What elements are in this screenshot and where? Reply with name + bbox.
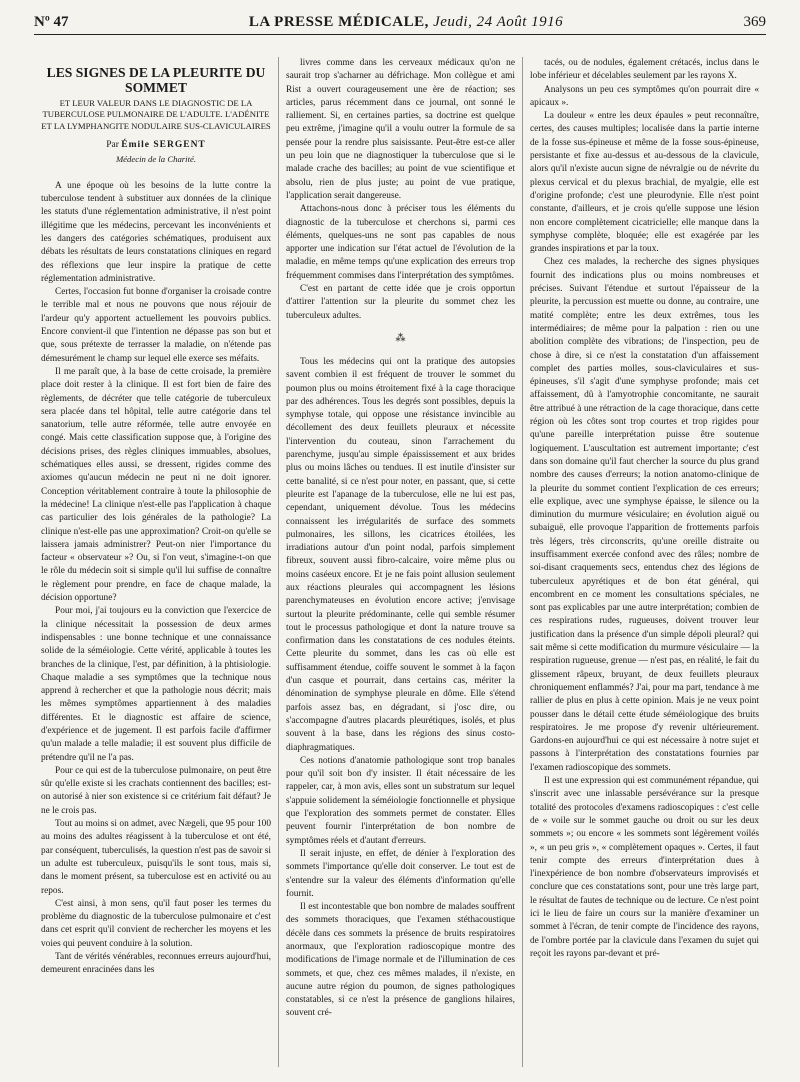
column-body-2 [286, 57, 515, 1021]
page-header [34, 14, 766, 35]
byline [41, 139, 271, 152]
column-2 [278, 57, 522, 1067]
column-body-1 [41, 180, 271, 978]
paragraph: La douleur « entre les deux épaules » peut reconnaître, certes, des causes multiples; localisée dans la partie interne de la fosse sus-épineuse et même de la fosse sous-épineuse, persistante et fixe au-dessus et au-dessous de la clavicule, alors qu'il n'existe aucun signe de névralgie ou de névrite du plexus cervical et du plexus brachial, de myalgie, elle est d'origine profonde; c'est une pleurodynie. Elle n'est point constante, d'ailleurs, et je crois qu'elle suppose une lésion non encore complètement cicatricielle; elle manque dans la symphyse complète, bloquée; elle est exagérée par les grandes inspirations et par la toux. [530, 111, 759, 255]
column-1 [34, 57, 278, 1067]
paragraph: Pour ce qui est de la tuberculose pulmonaire, on peut être sûr qu'elle existe si les crachats contiennent des bacilles; est-on autorisé à nier son existence si ce critérium fait défaut? Je ne le crois pas. [41, 765, 271, 816]
paragraph: Il est incontestable que bon nombre de malades souffrent des sommets thoraciques, que l'examen stéthacoustique décèle dans ces sommets la présence de bruits respiratoires anormaux, que l'exploration radioscopique montre des modifications de l'image normale et de l'illumination de ces sommets, et que, chez ces mêmes malades, il n'existe, en aucune autre région du poumon, de signes pathologiques constatables, si ce n'est la présence de ganglions hilaires, souvent cré- [286, 902, 515, 1019]
author-prefix: Par [106, 140, 119, 151]
column-3 [522, 57, 766, 1067]
issue-date: Jeudi, 24 Août 1916 [433, 14, 564, 30]
page-number: 369 [743, 14, 766, 30]
journal-name: LA PRESSE MÉDICALE, [248, 14, 429, 30]
issue-number: Nº 47 [34, 14, 69, 30]
journal-title [249, 14, 563, 31]
article-subtitle: ET LEUR VALEUR DANS LE DIAGNOSTIC DE LA TUBERCULOSE PULMONAIRE DE L'ADULTE. L'ADÉNITE ET LA LYMPHANGITE NODULAIRE SUS-CLAVICULAIRES [41, 98, 271, 131]
paragraph: C'est ainsi, à mon sens, qu'il faut poser les termes du problème du diagnostic de la tuberculose pulmonaire et c'est dans cet esprit qu'il convient de rechercher les moyens et les voies qui peuvent conduire à la solution. [41, 898, 271, 949]
paragraph: Attachons-nous donc à préciser tous les éléments du diagnostic de la tuberculose et cherchons si, parmi ces éléments, quelques-uns ne sont pas capables de nous apporter une indication sur l'état actuel de l'évolution de la maladie, en même temps qu'une explication des erreurs trop fréquemment commises dans l'interprétation des symptômes. [286, 204, 515, 281]
paragraph: Il me paraît que, à la base de cette croisade, la première place doit rester à la clinique. Il est fort bien de faire des règlements, de décréter que telle catégorie de tuberculeux sera placée dans tel hôpital, telle autre catégorie dans tel sanatorium, telle autre réformée, telle autre envoyée en congé. Mais cette classification suppose que, à l'origine des décisions prises, des règles cliniques immuables, absolues, schématiques elles aussi, se dressent, rigides comme des axiomes qu'aucun médecin ne peut ni ne doit ignorer. Conception véritablement contraire à toute la philosophie de la médecine! La clinique n'est-elle pas l'application à chaque cas particulier des lois générales de la pathologie? La clinique n'est-elle pas une approximation? Croit-on qu'elle se laissera jamais administrer? Peut-on nier l'importance du facteur « observateur »? Ou, si l'on veut, s'imagine-t-on que le rôle du médecin soit si simple qu'il lui suffise de connaître le règlement pour prendre, en face de chaque malade, la décision opportune? [41, 366, 271, 604]
paragraph: Certes, l'occasion fut bonne d'organiser la croisade contre le terrible mal et nous ne pouvons que nous réjouir de l'ardeur qu'y apportent actuellement les pouvoirs publics. Encore convient-il que l'intention ne dépasse pas son but et que, sous prétexte de terrasser la maladie, on n'étende pas démesurément le champ sur lequel elle exerce ses méfaits. [41, 287, 271, 364]
paragraph: Pour moi, j'ai toujours eu la conviction que l'exercice de la clinique nécessitait la possession de deux armes indispensables : une bonne technique et une connaissance solide de la séméiologie. Cette vérité, applicable à toutes les branches de la clinique, l'est, par définition, à la phtisiologie. Chaque maladie a ses symptômes que la technique nous apprend à rechercher et que la pathologie nous décrit; mais les mêmes symptômes appartiennent à des maladies différentes. Et le diagnostic est affaire de science, d'expérience et de jugement. Il est parfois facile d'affirmer qu'un malade a telle maladie; il est souvent plus difficile de prétendre qu'il ne l'a pas. [41, 606, 271, 763]
paragraph: Analysons un peu ces symptômes qu'on pourrait dire « apicaux ». [530, 84, 759, 108]
article-title: LES SIGNES DE LA PLEURITE DU SOMMET [46, 65, 266, 95]
paragraph: livres comme dans les cerveaux médicaux qu'on ne saurait trop s'acharner au défrichage. Mon collègue et ami Rist a ouvert courageusement une ère de réaction; ses articles, parus récemment dans ce journal, ont sonné le ralliement. Si, en certaines parties, sa doctrine est quelque peu extrême, j'imagine qu'il a voulu outrer la formule de sa pensée pour la rendre plus saisissante. Peut-être est-ce aller un peu loin que ne diagnostiquer la tuberculose que si le malade crache des bacilles; au point de vue scientifique et absolu, rien de plus juste; au point de vue pratique, l'application serait dangereuse. [286, 58, 515, 201]
paragraph: Il serait injuste, en effet, de dénier à l'exploration des sommets l'importance qu'elle doit conserver. Le tout est de s'entendre sur la valeur des éléments d'information qu'elle fournit. [286, 848, 515, 899]
author-name: Émile SERGENT [121, 140, 206, 151]
paragraph: C'est en partant de cette idée que je crois opportun d'attirer l'attention sur la pleurite du sommet chez les tuberculeux adultes. [286, 284, 515, 321]
text-columns [34, 57, 766, 1067]
paragraph: Tous les médecins qui ont la pratique des autopsies savent combien il est fréquent de trouver le sommet du poumon plus ou moins étroitement fixé à la cage thoracique par des adhérences. Tous les degrés sont possibles, depuis la symphyse totale, qui oppose une résistance invincible au décollement des deux feuillets pleuraux et nécessite l'intervention du couteau, sinon l'arrachement du parenchyme, jusqu'au simple épaississement et aux brides plus ou moins lâches ou tendues. Il est inutile d'insister sur cette banalité, si ce n'est pour noter, en passant, que, si cette pleurite est l'apanage de la tuberculose, elle ne lui est pas, cependant, uniquement dévolue. Tous les médecins connaissent les irrégularités de surface des sommets pulmonaires, les sillons, les cicatrices étoilées, les irradiations autour d'un point nodal, parfois simplement fibreux, souvent aussi fibro-calcaire, voire même plus ou moins caséeux encore. Et je ne fais point allusion seulement aux réactions pleurales qui accompagnent les lésions parenchymateuses en évolution encore active; j'envisage surtout la pleurite prédominante, celle qui semble résumer tout le processus pathologique et dont la nature trouve sa confirmation dans les constatations de ces nodules éteints. Cette pleurite du sommet, dans les cas où elle est suffisamment étendue, coiffe souvent le sommet à la façon d'un casque et pourrait, dans certains cas, mériter la dénomination de symphyse pleurale en dôme. Elle s'étend parfois assez bas, en dégradant, si j'osc dire, ou s'accompagne d'autres placards pleurétiques, isolés, et plus souvent à la base, dans les régions des sinus costo-diaphragmatiques. [286, 356, 515, 753]
paragraph: Tout au moins si on admet, avec Nægeli, que 95 pour 100 au moins des adultes réagissent à la tuberculose et ont été, par conséquent, tuberculisés, la question n'est pas de savoir si un adulte est tuberculeux, puisqu'ils le sont tous, mais si, dans le moment présent, sa tuberculose est en activité ou au repos. [41, 819, 271, 896]
paragraph: Chez ces malades, la recherche des signes physiques fournit des indications plus ou moins nombreuses et précises. Suivant l'étendue et surtout l'épaisseur de la pleurite, la percussion est muette ou donne, au contraire, une matité complète; entre les deux extrêmes, tous les intermédiaires; de même pour la palpation : rien ou une abolition complète des vibrations; de l'inspection, peu de chose à dire, si ce n'est la constatation d'un affaissement complet des parties molles, sous-claviculaires et sus-épineuses, s'il s'agit d'une symphyse profonde; mais cet affaissement, dû à l'amyotrophie concomitante, ne saurait être attribué à une rétraction de la cage thoracique, dans cette région où les côtes sont trop courtes et trop rigides pour qu'une pareille interprétation puisse être soutenue logiquement. L'auscultation est autrement importante; c'est dans son domaine qu'il faut chercher la source du plus grand nombre des causes d'erreurs; la notion anatomo-clinique de la pleurite du sommet contient l'explication de ces erreurs; elle explique, avec une symphyse épaisse, le silence ou la diminution du murmure vésiculaire; en évolution aiguë ou subaiguë, elle provoque l'apparition de frottements parfois très légers, très circonscrits, qu'une oreille distraite ou insuffisamment exercée confond avec des râles; nombre de soi-disant craquements secs, entendus chez des légions de tuberculeux apyrétiques et de bon état général, qui encombrent en ce moment les consultations spéciales, ne sont pas explicables par une autre interprétation; combien de ces respirations rudes, rugueuses, doivent trouver leur justification dans la présence d'un simple dépoli pleural? qui sait même si cette modification du murmure vésiculaire — la respiration rugueuse, grenue — n'est pas, en réalité, le fait du glissement râpeux, bruyant, de deux feuillets pleuraux chroniquement enflammés? J'ai, pour ma part, tendance à me rallier de plus en plus à cette opinion. Mais je ne veux point pousser dans le détail cette étude séméiologique des bruits respiratoires. Je me propose d'y revenir ultérieurement. Gardons-en aujourd'hui ce qui est nécessaire à notre sujet et passons à l'interprétation des constatations fournies par l'examen radioscopique des sommets. [530, 257, 759, 773]
column-body-3 [530, 57, 759, 961]
paragraph: A une époque où les besoins de la lutte contre la tuberculose tendent à substituer aux données de la clinique les statuts d'une réglementation administrative, il n'est point illégitime que les médecins, percevant les inconvénients et les dangers des catégories schématiques, produisent aux débats les résultats de leurs constatations cliniques en regard des réflexions que leur inspire la pratique de cette réglementation administrative. [41, 180, 271, 284]
paragraph: Il est une expression qui est communément répandue, qui s'inscrit avec une inlassable persévérance sur la presque totalité des protocoles d'examens radioscopiques : c'est celle de « voile sur le sommet gauche ou droit ou sur les deux sommets »; ou encore « les sommets sont légèrement voilés », « un peu gris », « complètement opaques ». Certes, il faut tenir compte des erreurs d'interprétation dues à l'inexpérience de bon nombre d'observateurs improvisés et conclure que ces constatations sont, pour une très large part, le résultat de fautes de technique ou de lecture. Ce n'est point ici le lieu de faire un cours sur la manière d'examiner un sommet à l'écran, de tenir compte de l'incidence des rayons, de l'ombre portée par la clavicule dans l'examen du sujet qui reçoit les rayons par-devant et pré- [530, 776, 759, 959]
section-separator: ⁂ [395, 332, 406, 344]
paragraph: tacés, ou de nodules, également crétacés, inclus dans le lobe inférieur et décelables seulement par les rayons X. [530, 58, 759, 82]
author-affiliation: Médecin de la Charité. [115, 153, 197, 164]
paragraph: Ces notions d'anatomie pathologique sont trop banales pour qu'il soit bon d'y insister. Il était nécessaire de les rappeler, car, à mon avis, elles sont un substratum sur lequel s'appuie solidement la séméiologie fonctionnelle et physique que l'exploration des sommets permet de constater. Elles peuvent fournir l'interprétation de bon nombre de symptômes réels et d'autant d'erreurs. [286, 755, 515, 846]
paragraph: Tant de vérités vénérables, reconnues erreurs aujourd'hui, demeurent enracinées dans les [41, 952, 271, 976]
